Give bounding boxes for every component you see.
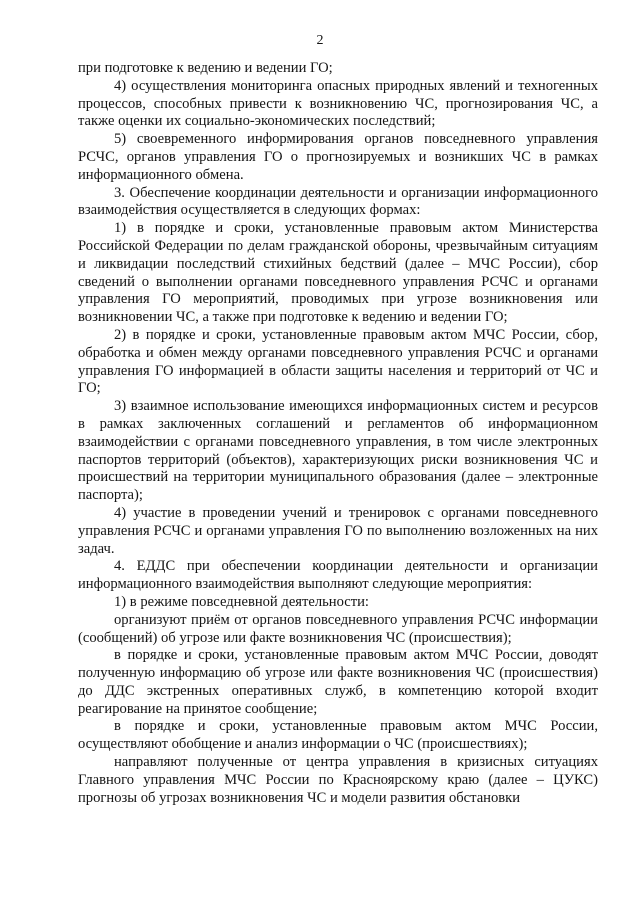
paragraph: 4. ЕДДС при обеспечении координации деятельности и организации информационного взаимодействия выполняют следующие мероприятия:: [78, 558, 598, 593]
paragraph: 3) взаимное использование имеющихся информационных систем и ресурсов в рамках заключенных соглашений и регламентов об информационном взаимодействии с органами повседневного управления, в том числе электронных паспортов территорий (объектов), характеризующих риски возникновения ЧС и происшествий на территории муниципального образования (далее – электронные паспорта);: [78, 398, 598, 504]
paragraph: при подготовке к ведению и ведении ГО;: [78, 60, 333, 76]
paragraph: 1) в режиме повседневной деятельности:: [114, 593, 369, 610]
page-number: 2: [316, 33, 324, 48]
paragraph: 4) осуществления мониторинга опасных природных явлений и техногенных процессов, способных привести к возникновению ЧС, прогнозирования ЧС, а также оценки их социально-экономических последствий;: [78, 77, 598, 130]
paragraph: направляют полученные от центра управления в кризисных ситуациях Главного управления МЧС России по Красноярскому краю (далее – ЦУКС) прогнозы об угрозах возникновения ЧС и модели развития обстановки: [78, 754, 598, 806]
document-body: [78, 60, 598, 807]
paragraph: в порядке и сроки, установленные правовым актом МЧС России, доводят полученную информацию об угрозе или факте возникновения ЧС (происшествия) до ДДС экстренных оперативных служб, в компетенцию которой входит реагирование на принятое сообщение;: [78, 647, 598, 717]
paragraph: 2) в порядке и сроки, установленные правовым актом МЧС России, сбор, обработка и обмен между органами повседневного управления РСЧС и органами управления ГО информацией в области защиты населения и территорий от ЧС и ГО;: [78, 326, 598, 397]
paragraph: 4) участие в проведении учений и тренировок с органами повседневного управления РСЧС и органами управления ГО по выполнению возложенных на них задач.: [78, 504, 598, 557]
paragraph: 3. Обеспечение координации деятельности и организации информационного взаимодействия осуществляется в следующих формах:: [78, 184, 598, 219]
paragraph: 5) своевременного информирования органов повседневного управления РСЧС, органов управления ГО о прогнозируемых и возникших ЧС в рамках информационного обмена.: [78, 131, 598, 183]
paragraph: 1) в порядке и сроки, установленные правовым актом Министерства Российской Федерации по делам гражданской обороны, чрезвычайным ситуациям и ликвидации последствий стихийных бедствий (далее – МЧС России), сбор сведений о выполнении органами повседневного управления РСЧС и органами управления ГО мероприятий, проводимых при угрозе возникновения или возникновении ЧС, а также при подготовке к ведению и ведении ГО;: [78, 220, 598, 326]
paragraph: в порядке и сроки, установленные правовым актом МЧС России, осуществляют обобщение и анализ информации о ЧС (происшествиях);: [78, 718, 598, 753]
paragraph: организуют приём от органов повседневного управления РСЧС информации (сообщений) об угрозе или факте возникновения ЧС (происшествия);: [78, 611, 598, 646]
